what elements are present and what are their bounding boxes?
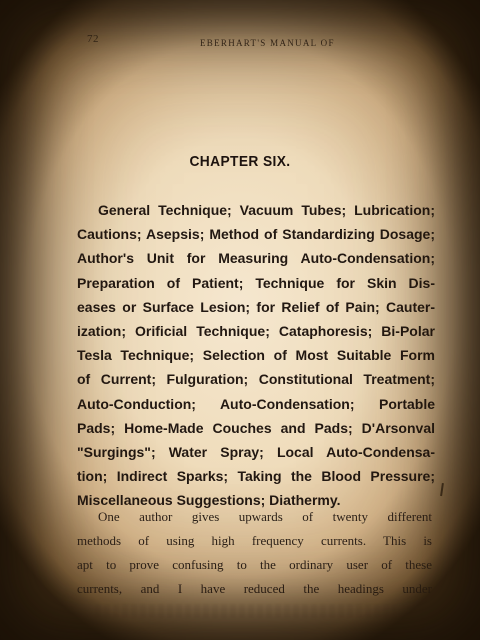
synopsis-line: Preparation of Patient; Technique for Skin Dis- bbox=[77, 274, 435, 291]
body-paragraph bbox=[77, 505, 432, 601]
synopsis-line: General Technique; Vacuum Tubes; Lubrication; bbox=[98, 202, 435, 218]
body-line: apt to prove confusing to the ordinary user of these bbox=[77, 557, 432, 572]
body-line: One author gives upwards of twenty different bbox=[98, 509, 432, 524]
page-number: 72 bbox=[87, 33, 99, 45]
margin-pencil-mark bbox=[440, 483, 443, 496]
synopsis-line: Miscellaneous Suggestions; Diathermy. bbox=[77, 492, 341, 509]
synopsis-line: eases or Surface Lesion; for Relief of Pain; Cauter- bbox=[77, 298, 435, 315]
synopsis-line: Pads; Home-Made Couches and Pads; D'Arsonval bbox=[77, 419, 435, 436]
synopsis-line: Cautions; Asepsis; Method of Standardizing Dosage; bbox=[77, 226, 435, 243]
next-line-ghost bbox=[95, 604, 395, 618]
chapter-title: CHAPTER SIX. bbox=[189, 153, 291, 170]
synopsis-line: Tesla Technique; Selection of Most Suitable Form bbox=[77, 347, 435, 364]
synopsis-line: ization; Orificial Technique; Cataphoresis; Bi-Polar bbox=[77, 322, 435, 339]
synopsis-line: tion; Indirect Sparks; Taking the Blood Pressure; bbox=[77, 468, 435, 485]
synopsis-line: of Current; Fulguration; Constitutional Treatment; bbox=[77, 371, 435, 388]
chapter-synopsis bbox=[77, 198, 435, 512]
synopsis-line: Auto-Conduction; Auto-Condensation; Portable bbox=[77, 395, 435, 412]
synopsis-line: Author's Unit for Measuring Auto-Condensation; bbox=[77, 250, 435, 267]
bleed-through-texture bbox=[60, 92, 420, 136]
running-head: EBERHART'S MANUAL OF bbox=[200, 38, 335, 48]
body-line: methods of using high frequency currents. This is bbox=[77, 533, 432, 548]
synopsis-line: "Surgings"; Water Spray; Local Auto-Condensa- bbox=[77, 443, 435, 460]
body-line: currents, and I have reduced the headings under bbox=[77, 581, 432, 596]
